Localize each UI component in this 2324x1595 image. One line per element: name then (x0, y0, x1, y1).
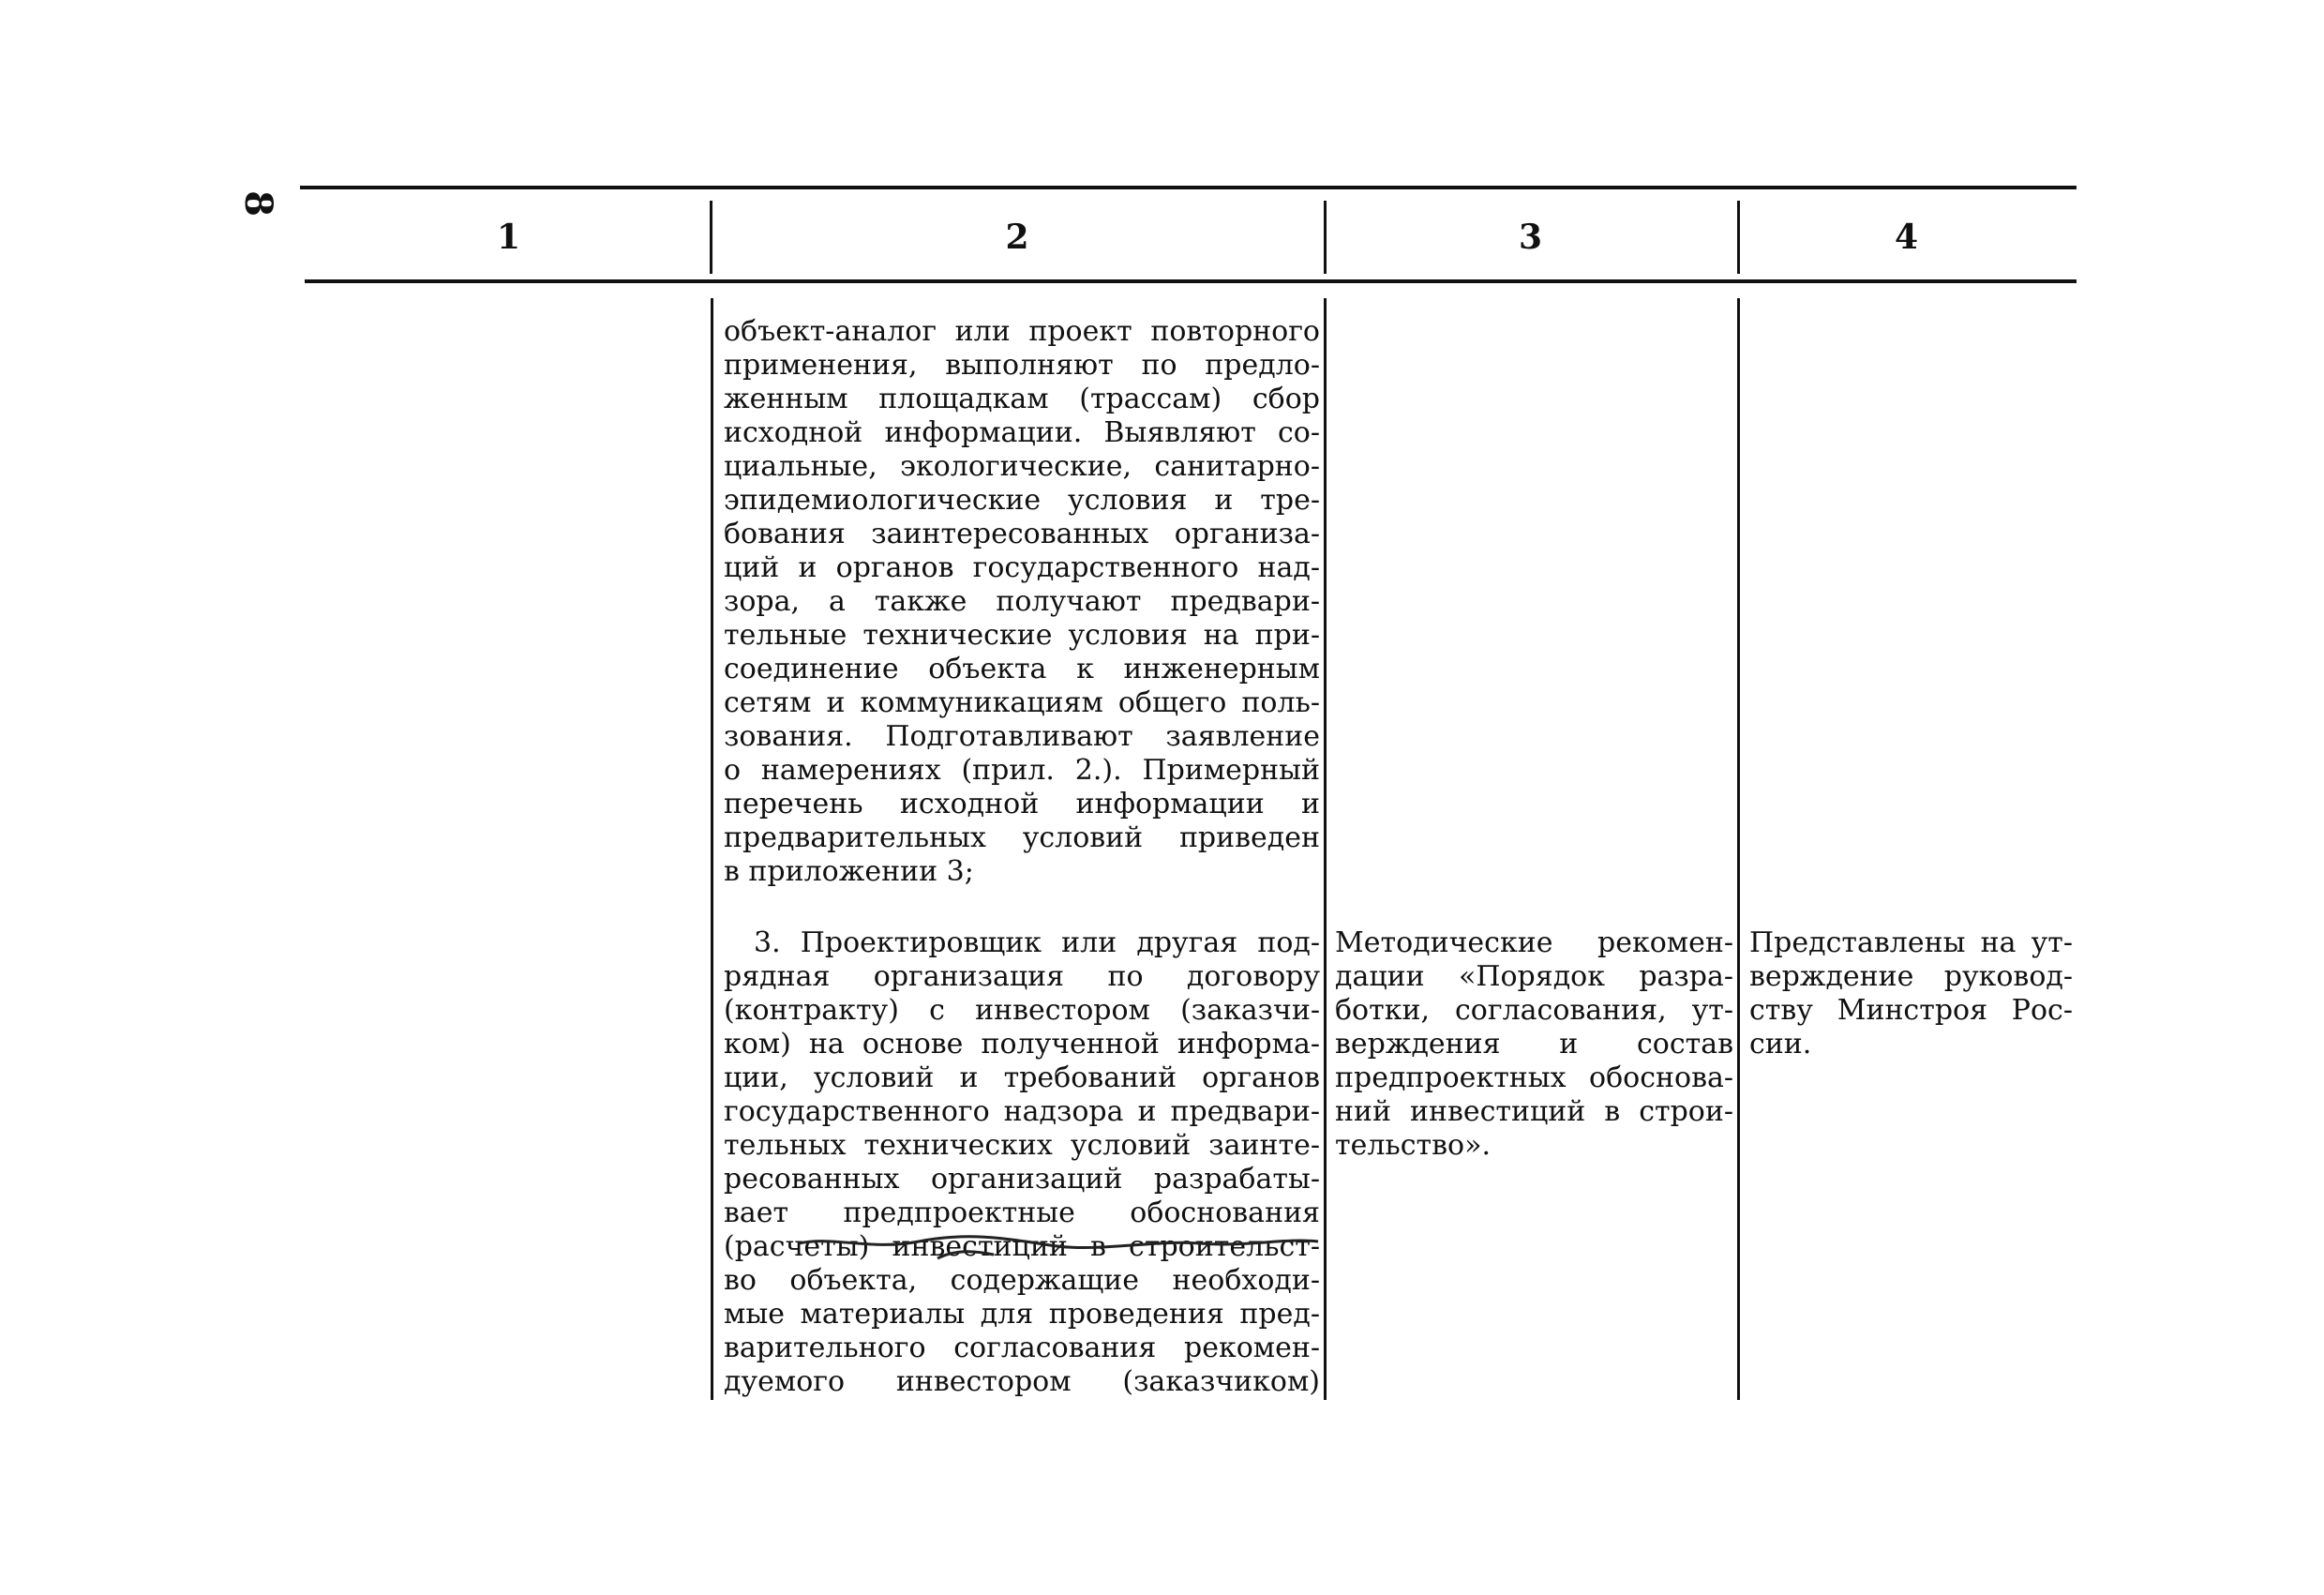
text-line: ресованных организаций разрабаты- (724, 1163, 1320, 1196)
column-header-1: 1 (496, 218, 521, 257)
text-line: бования заинтересованных организа- (724, 518, 1320, 550)
text-line: во объекта, содержащие необходи- (724, 1264, 1320, 1297)
text-line: зора, а также получают предвари- (724, 585, 1320, 618)
text-line: исходной информации. Выявляют со- (724, 416, 1320, 449)
text-line: ком) на основе полученной информа- (724, 1028, 1320, 1061)
text-line: зования. Подготавливают заявление (724, 720, 1320, 753)
text-line: в приложении 3; (724, 855, 974, 888)
text-line: тельство». (1335, 1129, 1491, 1162)
column-header-2: 2 (1005, 218, 1029, 257)
column-header-3: 3 (1518, 218, 1543, 257)
text-line: объект-аналог или проект повторного (724, 315, 1320, 348)
text-line: о намерениях (прил. 2.). Примерный (724, 754, 1320, 787)
text-line: верждение руковод- (1749, 960, 2073, 993)
text-line: применения, выполняют по предло- (724, 349, 1320, 382)
page-number: 8 (236, 190, 280, 217)
handwritten-underline (797, 1234, 1322, 1260)
text-line: 3. Проектировщик или другая под- (754, 926, 1320, 959)
text-line: предварительных условий приведен (724, 821, 1320, 854)
text-line: (расчеты) инвестиций в строительст- (724, 1230, 1320, 1263)
text-line: сетям и коммуникациям общего поль- (724, 686, 1320, 719)
text-line: варительного согласования рекомен- (724, 1332, 1320, 1364)
text-line: верждения и состав (1335, 1028, 1733, 1061)
column-divider (711, 298, 713, 1400)
text-line: соединение объекта к инженерным (724, 653, 1320, 685)
text-line: вает предпроектные обоснования (724, 1196, 1320, 1229)
text-line: ций и органов государственного над- (724, 551, 1320, 584)
text-line: тельные технические условия на при- (724, 619, 1320, 652)
column-divider (1737, 298, 1740, 1400)
text-line: мые материалы для проведения пред- (724, 1298, 1320, 1331)
text-line: Представлены на ут- (1749, 926, 2073, 959)
text-line: дуемого инвестором (заказчиком) (724, 1365, 1320, 1398)
text-line: дации «Порядок разра- (1335, 960, 1733, 993)
column-header-4: 4 (1894, 218, 1919, 257)
text-line: тельных технических условий заинте- (724, 1129, 1320, 1162)
table-top-rule (300, 186, 2077, 189)
text-line: предпроектных обоснова- (1335, 1061, 1733, 1094)
text-line: рядная организация по договору (724, 960, 1320, 993)
text-line: эпидемиологические условия и тре- (724, 484, 1320, 517)
text-line: государственного надзора и предвари- (724, 1095, 1320, 1128)
text-line: (контракту) с инвестором (заказчи- (724, 994, 1320, 1027)
text-line: перечень исходной информации и (724, 788, 1320, 820)
text-line: ству Минстроя Рос- (1749, 994, 2073, 1027)
text-line: ботки, согласования, ут- (1335, 994, 1733, 1027)
text-line: Методические рекомен- (1335, 926, 1733, 959)
text-line: сии. (1749, 1028, 1812, 1061)
text-line: женным площадкам (трассам) сбор (724, 383, 1320, 415)
text-line: ции, условий и требований органов (724, 1061, 1320, 1094)
column-divider (1324, 298, 1327, 1400)
table-header-rule (305, 279, 2077, 283)
text-line: ний инвестиций в строи- (1335, 1095, 1733, 1128)
text-line: циальные, экологические, санитарно- (724, 450, 1320, 483)
